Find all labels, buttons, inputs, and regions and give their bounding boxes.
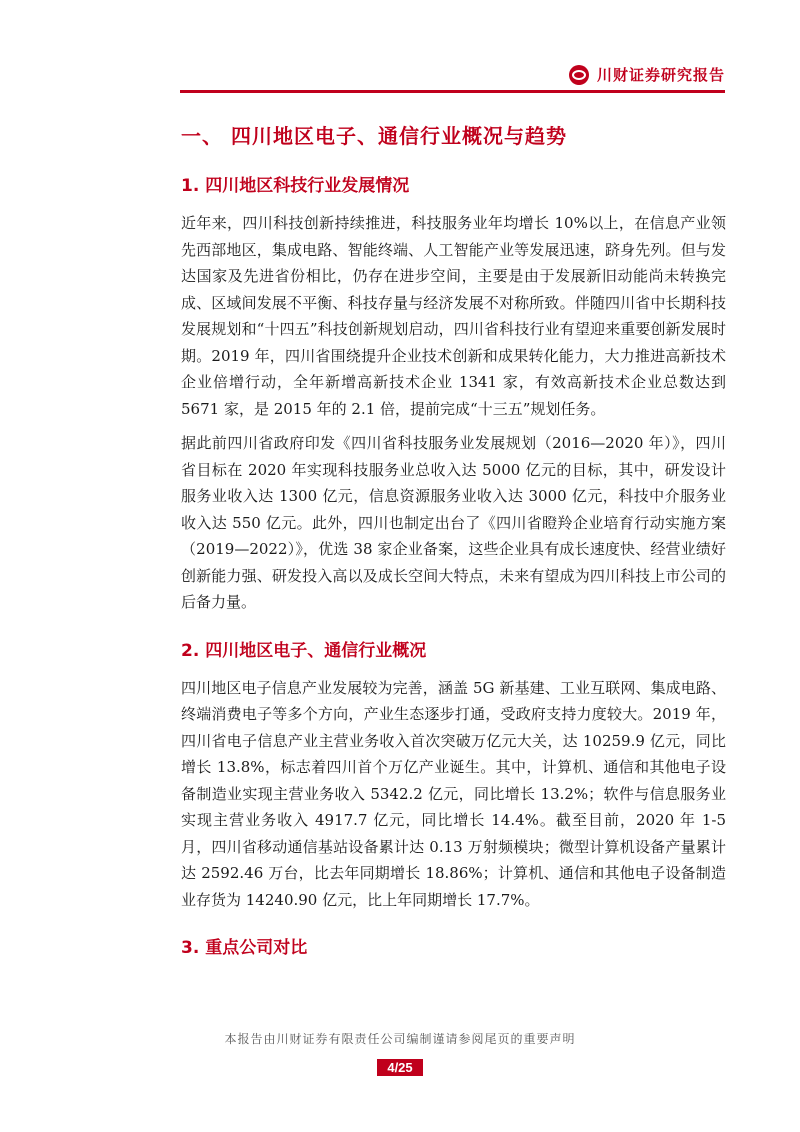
section-electronics-overview (181, 636, 726, 914)
report-body (181, 120, 726, 978)
brand-logo-icon (569, 65, 589, 85)
section-company-comparison (181, 933, 726, 958)
page-number: 4/25 (377, 1059, 422, 1076)
chapter-title: 一、 四川地区电子、通信行业概况与趋势 (181, 124, 567, 148)
section-heading: 2. 四川地区电子、通信行业概况 (181, 640, 427, 661)
paragraph: 据此前四川省政府印发《四川省科技服务业发展规划（2016—2020 年）》，四川省目标在 2020 年实现科技服务业总收入达 5000 亿元的目标，其中，研发设计服务业收入达 1300 亿元，信息资源服务业收入达 3000 亿元，科技中介服务业收入达 550 亿元。此外，四川也制定出台了《四川省瞪羚企业培育行动实施方案（2019—2022）》，优选 38 家企业备案，这些企业具有成长速度快、经营业绩好创新能力强、研发投入高以及成长空间大特点，未来有望成为四川科技上市公司的后备力量。 (181, 434, 726, 611)
header-divider (180, 90, 725, 93)
section-heading: 3. 重点公司对比 (181, 938, 308, 958)
page-footer (0, 1030, 800, 1076)
page-header (180, 60, 725, 92)
section-heading: 1. 四川地区科技行业发展情况 (181, 176, 410, 196)
header-brand (569, 64, 725, 85)
brand-name: 川财证券研究报告 (596, 66, 725, 84)
paragraph: 四川地区电子信息产业发展较为完善，涵盖 5G 新基建、工业互联网、集成电路、终端消费电子等多个方向，产业生态逐步打通，受政府支持力度较大。2019 年，四川省电子信息产业主营业务收入首次突破万亿元大关，达 10259.9 亿元，同比增长 13.8%，标志着四川首个万亿产业诞生。其中，计算机、通信和其他电子设备制造业实现主营业务收入 5342.2 亿元，同比增长 13.2%；软件与信息服务业实现主营业务收入 4917.7 亿元，同比增长 14.4%。截至目前，2020 年 1-5 月，四川省移动通信基站设备累计达 0.13 万射频模块；微型计算机设备产量累计达 2592.46 万台，比去年同期增长 18.86%；计算机、通信和其他电子设备制造业存货为 14240.90 亿元，比上年同期增长 17.7%。 (181, 678, 726, 909)
disclaimer-note: 本报告由川财证券有限责任公司编制谨请参阅尾页的重要声明 (224, 1032, 576, 1046)
paragraph: 近年来，四川科技创新持续推进，科技服务业年均增长 10%以上，在信息产业领先西部地区，集成电路、智能终端、人工智能产业等发展迅速，跻身先列。但与发达国家及先进省份相比，仍存在进步空间，主要是由于发展新旧动能尚未转换完成、区域间发展不平衡、科技存量与经济发展不对称所致。伴随四川省中长期科技发展规划和“十四五”科技创新规划启动，四川省科技行业有望迎来重要创新发展时期。2019 年，四川省围绕提升企业技术创新和成果转化能力，大力推进高新技术企业倍增行动，全年新增高新技术企业 1341 家，有效高新技术企业总数达到 5671 家，是 2015 年的 2.1 倍，提前完成“十三五”规划任务。 (181, 214, 726, 418)
section-tech-industry (181, 171, 726, 616)
